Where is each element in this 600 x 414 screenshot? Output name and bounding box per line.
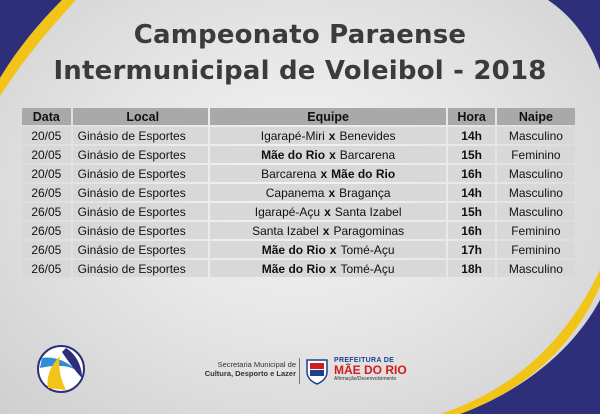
table-row xyxy=(22,165,575,182)
team-away: Bragança xyxy=(339,185,391,200)
header-equipe: Equipe xyxy=(210,108,447,125)
table-header-row xyxy=(22,108,575,125)
header-naipe: Naipe xyxy=(497,108,575,125)
versus-separator: x xyxy=(329,261,337,276)
volleyball-icon xyxy=(36,344,86,394)
cell-data: 26/05 xyxy=(22,184,71,201)
cell-hora: 16h xyxy=(448,222,494,239)
schedule-table xyxy=(20,106,577,279)
cell-local: Ginásio de Esportes xyxy=(73,203,208,220)
team-home: Mãe do Rio xyxy=(261,242,326,257)
versus-separator: x xyxy=(324,204,331,219)
team-away: Santa Izabel xyxy=(334,204,402,219)
cell-equipe xyxy=(210,222,447,239)
versus-separator: x xyxy=(329,242,337,257)
table-row xyxy=(22,146,575,163)
cell-local: Ginásio de Esportes xyxy=(73,146,208,163)
header-hora: Hora xyxy=(448,108,494,125)
versus-separator: x xyxy=(322,223,330,238)
header-local: Local xyxy=(73,108,208,125)
cell-local: Ginásio de Esportes xyxy=(73,222,208,239)
cell-hora: 16h xyxy=(448,165,494,182)
prefeitura-tagline: Afirmação/Desenvolvimento xyxy=(334,376,397,382)
cell-data: 20/05 xyxy=(22,146,71,163)
title-line-2: Intermunicipal de Voleibol - 2018 xyxy=(53,56,547,86)
table-row xyxy=(22,241,575,258)
cell-data: 26/05 xyxy=(22,260,71,277)
header-data: Data xyxy=(22,108,71,125)
cell-equipe xyxy=(210,184,447,201)
cell-hora: 14h xyxy=(448,127,494,144)
prefeitura-city: MÃE DO RIO xyxy=(334,363,407,377)
versus-separator: x xyxy=(328,128,336,143)
cell-local: Ginásio de Esportes xyxy=(73,260,208,277)
team-home: Barcarena xyxy=(261,166,317,181)
secretaria-label xyxy=(200,360,296,378)
secretaria-line-2: Cultura, Desporto e Lazer xyxy=(204,369,296,378)
team-away: Tomé-Açu xyxy=(340,261,395,276)
cell-equipe xyxy=(210,241,447,258)
team-away: Mãe do Rio xyxy=(331,166,396,181)
versus-separator: x xyxy=(329,147,336,162)
table-row xyxy=(22,127,575,144)
team-away: Tomé-Açu xyxy=(340,242,395,257)
cell-naipe: Feminino xyxy=(497,146,575,163)
cell-naipe: Feminino xyxy=(497,222,575,239)
cell-local: Ginásio de Esportes xyxy=(73,184,208,201)
cell-equipe xyxy=(210,127,447,144)
cell-local: Ginásio de Esportes xyxy=(73,165,208,182)
table-row xyxy=(22,222,575,239)
team-away: Benevides xyxy=(339,128,396,143)
secretaria-line-1: Secretaria Municipal de xyxy=(217,360,296,369)
team-home: Capanema xyxy=(265,185,325,200)
cell-hora: 18h xyxy=(448,260,494,277)
cell-data: 20/05 xyxy=(22,127,71,144)
crest-icon xyxy=(304,357,330,385)
team-home: Santa Izabel xyxy=(252,223,319,238)
cell-naipe: Feminino xyxy=(497,241,575,258)
cell-local: Ginásio de Esportes xyxy=(73,127,208,144)
cell-hora: 15h xyxy=(448,203,494,220)
cell-equipe xyxy=(210,203,447,220)
table-row xyxy=(22,203,575,220)
cell-hora: 15h xyxy=(448,146,494,163)
team-home: Mãe do Rio xyxy=(261,261,326,276)
team-home: Igarapé-Açu xyxy=(254,204,321,219)
cell-equipe xyxy=(210,146,447,163)
versus-separator: x xyxy=(328,185,336,200)
prefeitura-label: PREFEITURA DE xyxy=(334,357,395,364)
cell-hora: 14h xyxy=(448,184,494,201)
prefeitura-logo xyxy=(334,357,407,382)
title-line-1: Campeonato Paraense xyxy=(133,20,467,50)
cell-equipe xyxy=(210,260,447,277)
cell-equipe xyxy=(210,165,447,182)
cell-naipe: Masculino xyxy=(497,184,575,201)
table-row xyxy=(22,184,575,201)
table-row xyxy=(22,260,575,277)
cell-data: 26/05 xyxy=(22,222,71,239)
cell-data: 26/05 xyxy=(22,203,71,220)
cell-naipe: Masculino xyxy=(497,203,575,220)
footer-divider xyxy=(299,358,300,384)
cell-local: Ginásio de Esportes xyxy=(73,241,208,258)
cell-naipe: Masculino xyxy=(497,127,575,144)
cell-data: 20/05 xyxy=(22,165,71,182)
cell-naipe: Masculino xyxy=(497,165,575,182)
versus-separator: x xyxy=(320,166,328,181)
team-home: Igarapé-Miri xyxy=(260,128,325,143)
team-away: Paragominas xyxy=(333,223,405,238)
cell-naipe: Masculino xyxy=(497,260,575,277)
team-home: Mãe do Rio xyxy=(261,147,326,162)
cell-data: 26/05 xyxy=(22,241,71,258)
cell-hora: 17h xyxy=(448,241,494,258)
team-away: Barcarena xyxy=(339,147,396,162)
